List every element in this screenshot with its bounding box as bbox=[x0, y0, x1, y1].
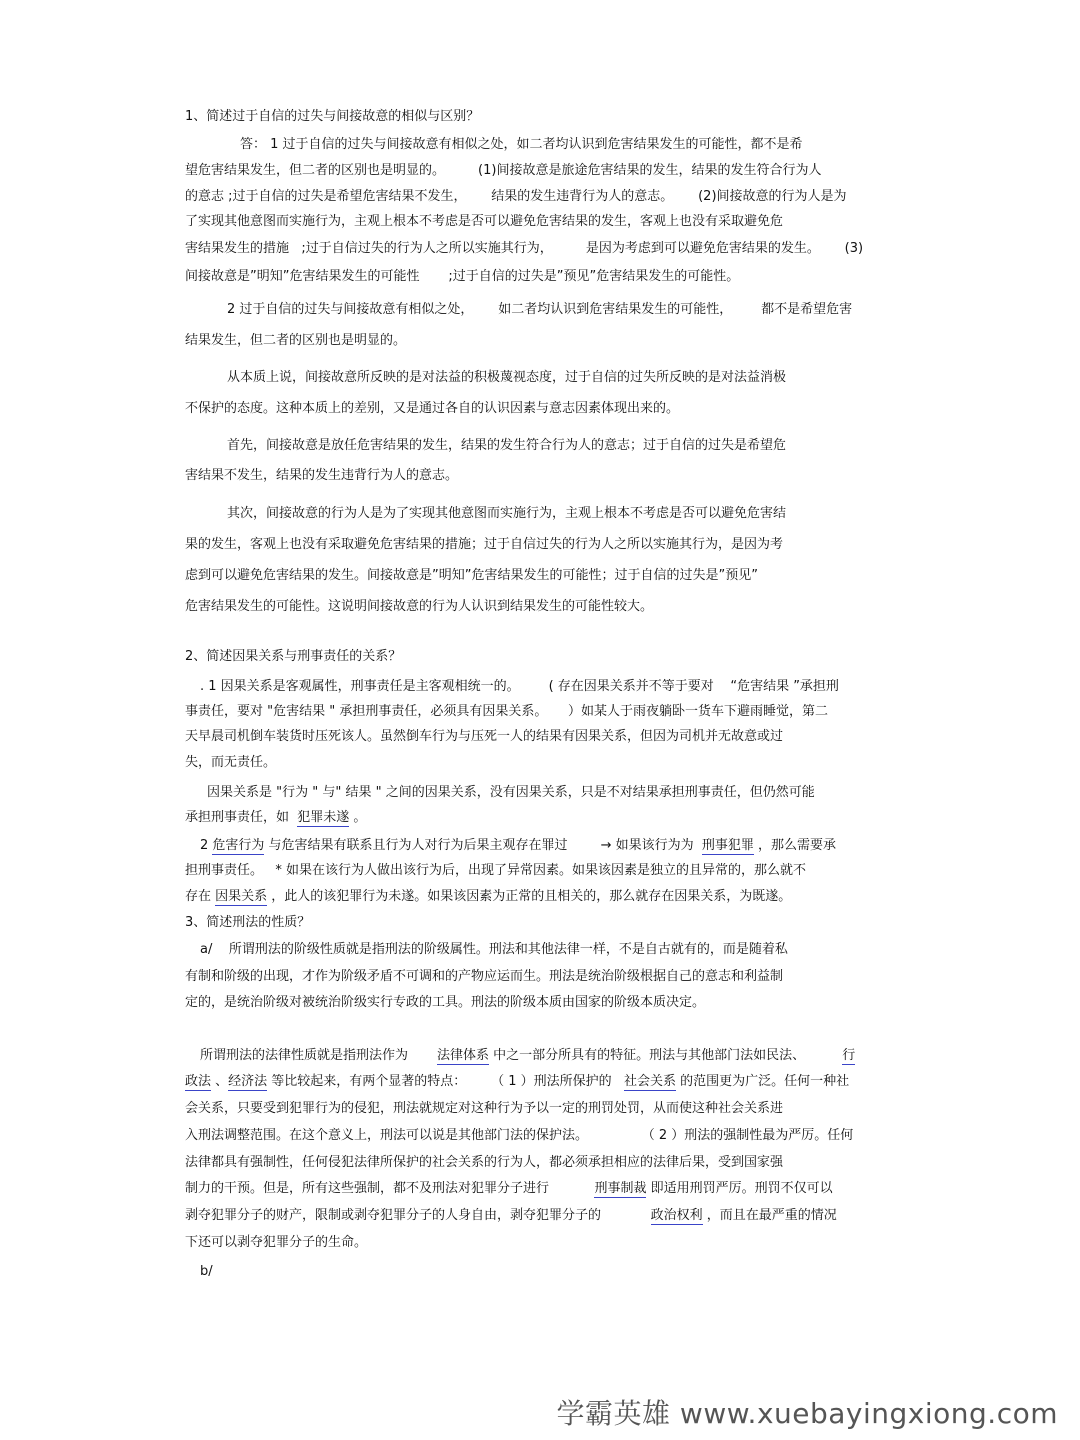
term-administrative-law-part-2: 政法 bbox=[185, 1074, 212, 1089]
q2-paragraph-1-line: 天早晨司机倒车装货时压死该人。虽然倒车行为与压死一人的结果有因果关系，但因为司机并无故意或过 bbox=[185, 729, 784, 744]
q3-legal-nature-line bbox=[185, 1180, 833, 1198]
q1-paragraph-4-line: 首先，间接故意是放任危害结果的发生，结果的发生符合行为人的意志；过于自信的过失是希望危 bbox=[227, 438, 787, 453]
watermark: 学霸英雄 www.xuebayingxiong.com bbox=[556, 1397, 1058, 1430]
q2-paragraph-3-line: 担刑事责任。 * 如果在该行为人做出该行为后，出现了异常因素。如果该因素是独立的且异常的，那么就不 bbox=[185, 863, 807, 878]
text-segment: 制力的干预。但是，所有这些强制，都不及刑法对犯罪分子进行 bbox=[185, 1181, 595, 1196]
q3-legal-nature-line bbox=[185, 1073, 849, 1091]
text-segment: 、 bbox=[211, 1074, 229, 1089]
q2-paragraph-3-line bbox=[185, 888, 791, 906]
q2-paragraph-1-line: 事责任，要对 "危害结果 " 承担刑事责任，必须具有因果关系。 ）如某人于雨夜躺卧一货车下避雨睡觉，第二 bbox=[185, 704, 829, 719]
text-segment: 承担刑事责任，如 bbox=[185, 810, 298, 825]
q1-answer-line: 的意志 ;过于自信的过失是希望危害结果不发生， 结果的发生违背行为人的意志。 (2)间接故意的行为人是为 bbox=[185, 189, 847, 204]
q1-answer-line: 间接故意是”明知”危害结果发生的可能性 ;过于自信的过失是”预见”危害结果发生的可能性。 bbox=[185, 269, 740, 284]
text-segment: 与危害结果有联系且行为人对行为后果主观存在罪过 → 如果该行为为 bbox=[264, 838, 702, 853]
term-legal-system: 法律体系 bbox=[436, 1048, 489, 1063]
q2-paragraph-2-line bbox=[185, 809, 366, 827]
term-criminal-sanction: 刑事制裁 bbox=[594, 1181, 647, 1196]
text-segment: 存在 bbox=[185, 889, 216, 904]
text-segment: ，那么需要承 bbox=[753, 838, 837, 853]
q1-paragraph-5-line: 危害结果发生的可能性。这说明间接故意的行为人认识到结果发生的可能性较大。 bbox=[185, 599, 654, 614]
text-segment: 中之一部分所具有的特征。刑法与其他部门法如民法、 bbox=[488, 1048, 843, 1063]
text-segment: 剥夺犯罪分子的财产，限制或剥夺犯罪分子的人身自由，剥夺犯罪分子的 bbox=[185, 1208, 651, 1223]
q1-answer-line: 答： 1 过于自信的过失与间接故意有相似之处，如二者均认识到危害结果发生的可能性，都不是希 bbox=[240, 137, 803, 152]
term-political-rights: 政治权利 bbox=[650, 1208, 703, 1223]
q3-legal-nature-line bbox=[185, 1207, 837, 1225]
term-causality: 因果关系 bbox=[215, 889, 268, 904]
q1-paragraph-5-line: 果的发生，客观上也没有采取避免危害结果的措施；过于自信过失的行为人之所以实施其行为，是因为考 bbox=[185, 537, 784, 552]
question-3-title: 3、简述刑法的性质？ bbox=[185, 915, 311, 930]
q2-paragraph-1-line: 失，而无责任。 bbox=[185, 755, 277, 770]
term-attempted-crime: 犯罪未遂 bbox=[297, 810, 350, 825]
q3-legal-nature-line: 法律都具有强制性，任何侵犯法律所保护的社会关系的行为人，都必须承担相应的法律后果，受到国家强 bbox=[185, 1155, 784, 1170]
q1-paragraph-3-line: 从本质上说，间接故意所反映的是对法益的积极蔑视态度，过于自信的过失所反映的是对法益消极 bbox=[227, 370, 787, 385]
q3-legal-nature-line: 会关系，只要受到犯罪行为的侵犯，刑法就规定对这种行为予以一定的刑罚处罚，从而使这种社会关系进 bbox=[185, 1101, 784, 1116]
q1-paragraph-2-line: 2 过于自信的过失与间接故意有相似之处， 如二者均认识到危害结果发生的可能性， 都不是希望危害 bbox=[227, 302, 853, 317]
q1-paragraph-5-line: 其次，间接故意的行为人是为了实现其他意图而实施行为，主观上根本不考虑是否可以避免危害结 bbox=[227, 506, 787, 521]
q1-paragraph-2-line: 结果发生，但二者的区别也是明显的。 bbox=[185, 333, 407, 348]
q3-part-a-line: a/ 所谓刑法的阶级性质就是指刑法的阶级属性。刑法和其他法律一样，不是自古就有的，而是随着私 bbox=[200, 942, 788, 957]
term-social-relations: 社会关系 bbox=[624, 1074, 677, 1089]
q3-legal-nature-line bbox=[200, 1047, 855, 1065]
q1-answer-line: 了实现其他意图而实施行为，主观上根本不考虑是否可以避免危害结果的发生，客观上也没有采取避免危 bbox=[185, 214, 784, 229]
q1-answer-line: 望危害结果发生，但二者的区别也是明显的。 (1)间接故意是旅途危害结果的发生，结果的发生符合行为人 bbox=[185, 163, 822, 178]
term-economic-law: 经济法 bbox=[228, 1074, 268, 1089]
text-segment: 等比较起来，有两个显著的特点： （ 1 ）刑法所保护的 bbox=[267, 1074, 625, 1089]
text-segment: ，此人的该犯罪行为未遂。如果该因素为正常的且相关的，那么就存在因果关系，为既遂。 bbox=[267, 889, 792, 904]
q2-paragraph-1-line: . 1 因果关系是客观属性，刑事责任是主客观相统一的。 ( 存在因果关系并不等于要对 “危害结果 ”承担刑 bbox=[200, 679, 839, 694]
q1-paragraph-4-line: 害结果不发生，结果的发生违背行为人的意志。 bbox=[185, 468, 459, 483]
q3-part-a-line: 有制和阶级的出现，才作为阶级矛盾不可调和的产物应运而生。刑法是统治阶级根据自己的意志和利益制 bbox=[185, 969, 784, 984]
q1-paragraph-5-line: 虑到可以避免危害结果的发生。间接故意是”明知”危害结果发生的可能性；过于自信的过失是”预见” bbox=[185, 568, 758, 583]
q1-answer-line: 害结果发生的措施 ;过于自信过失的行为人之所以实施其行为， 是因为考虑到可以避免危害结果的发生。 (3) bbox=[185, 241, 864, 256]
question-2-title: 2、简述因果关系与刑事责任的关系？ bbox=[185, 649, 402, 664]
q3-part-b-label: b/ bbox=[200, 1264, 213, 1279]
q3-legal-nature-line: 入刑法调整范围。在这个意义上，刑法可以说是其他部门法的保护法。 （ 2 ）刑法的强制性最为严厉。任何 bbox=[185, 1128, 854, 1143]
q1-paragraph-3-line: 不保护的态度。这种本质上的差别，又是通过各自的认识因素与意志因素体现出来的。 bbox=[185, 401, 680, 416]
q2-paragraph-2-line: 因果关系是 "行为 " 与" 结果 " 之间的因果关系，没有因果关系，只是不对结果承担刑事责任，但仍然可能 bbox=[207, 785, 815, 800]
question-1-title: 1、简述过于自信的过失与间接故意的相似与区别？ bbox=[185, 109, 480, 124]
q3-part-a-line: 定的，是统治阶级对被统治阶级实行专政的工具。刑法的阶级本质由国家的阶级本质决定。 bbox=[185, 995, 706, 1010]
q2-paragraph-3-line bbox=[200, 837, 836, 855]
term-criminal-offense: 刑事犯罪 bbox=[701, 838, 754, 853]
text-segment: 。 bbox=[349, 810, 367, 825]
q3-legal-nature-line: 下还可以剥夺犯罪分子的生命。 bbox=[185, 1235, 368, 1250]
text-segment: 所谓刑法的法律性质就是指刑法作为 bbox=[200, 1048, 437, 1063]
text-segment: ，而且在最严重的情况 bbox=[702, 1208, 837, 1223]
text-segment: 2 bbox=[200, 838, 213, 853]
term-administrative-law-part-1: 行 bbox=[842, 1048, 856, 1063]
term-harmful-act: 危害行为 bbox=[212, 838, 265, 853]
text-segment: 的范围更为广泛。任何一种社 bbox=[676, 1074, 850, 1089]
text-segment: 即适用刑罚严厉。刑罚不仅可以 bbox=[646, 1181, 833, 1196]
